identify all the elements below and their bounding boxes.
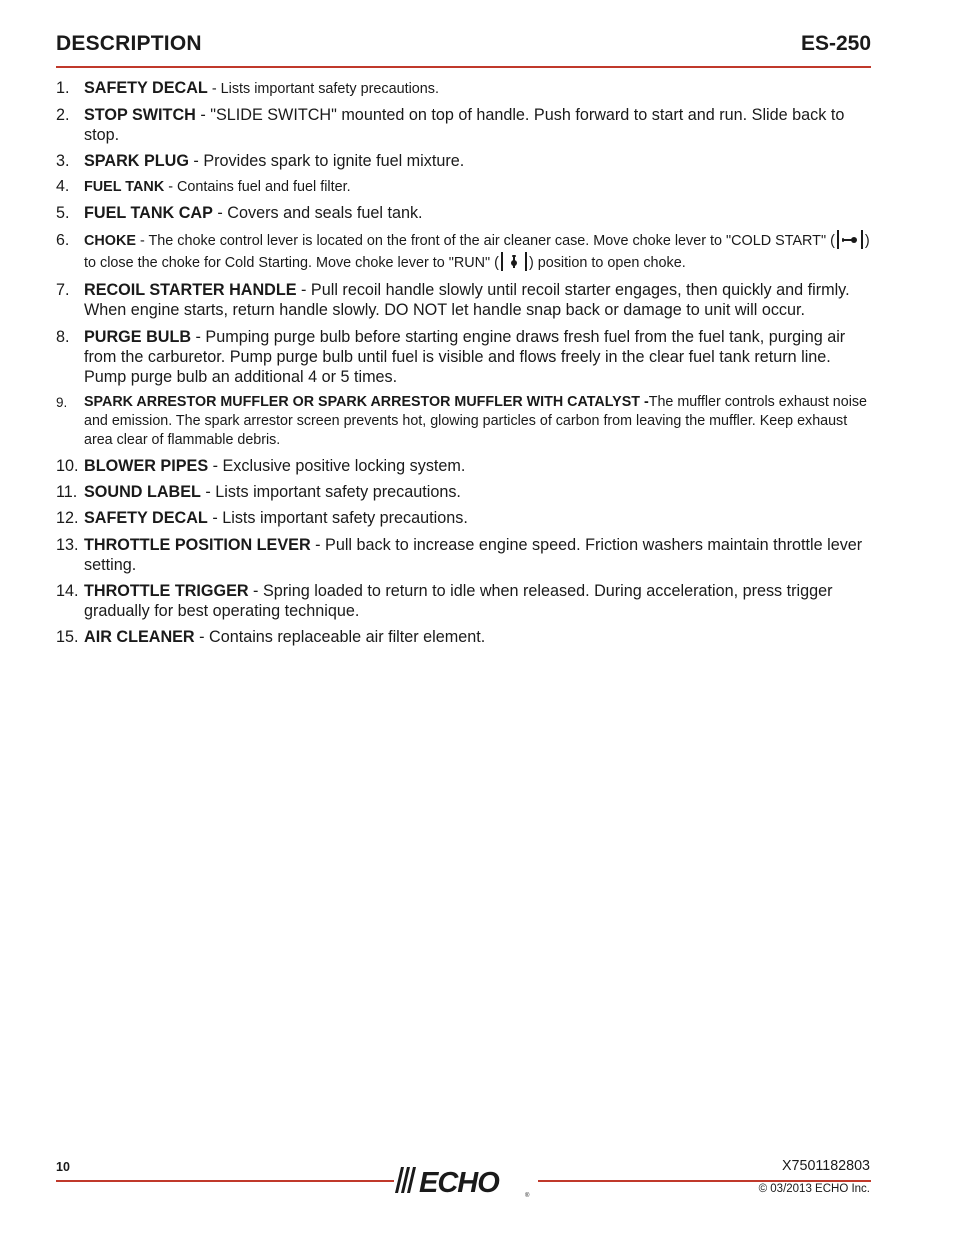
item-number: 1. [56,79,70,97]
footer-rule-left [56,1180,394,1182]
item-description: - Provides spark to ignite fuel mixture. [188,152,465,170]
item-description: ) position to open choke. [528,255,686,271]
item-description: - "SLIDE SWITCH" mounted on top of handle. Push forward to start and run. Slide back to stop. [84,106,845,144]
document-number: X7501182803 [782,1158,870,1174]
item-term: PURGE BULB [84,328,192,346]
list-item [56,482,871,502]
item-description: The muffler controls exhaust noise and emission. The spark arrestor screen prevents hot, glowing particles of carbon from leaving the muffler. Keep exhaust area clear of flammable debris. [84,394,867,448]
item-description: - Lists important safety precautions. [200,483,461,501]
logo-wordmark: ECHO [419,1167,499,1199]
item-number: 13. [56,536,79,554]
item-term: CHOKE [84,233,136,249]
item-term: SOUND LABEL [84,483,201,501]
item-term: SAFETY DECAL [84,509,208,527]
list-item [56,203,871,223]
item-number: 6. [56,232,70,249]
list-item [56,78,871,99]
item-description: - Contains fuel and fuel filter. [164,179,351,195]
list-item [56,327,871,387]
svg-text:®: ® [525,1193,530,1199]
list-item [56,508,871,528]
item-term: SPARK ARRESTOR MUFFLER OR SPARK ARRESTOR MUFFLER WITH CATALYST - [84,394,649,410]
item-number: 4. [56,178,70,195]
item-number: 14. [56,582,79,600]
item-term: SAFETY DECAL [84,79,208,97]
list-item [56,177,871,197]
list-item [56,456,871,476]
item-term: THROTTLE TRIGGER [84,582,249,600]
item-number: 5. [56,204,70,222]
item-description: - Pumping purge bulb before starting engine draws fresh fuel from the fuel tank, purging air from the carburetor. Pump purge bulb until fuel is visible and flows freely in the clear fuel tank return line. Pump purge bulb an additional 4 or 5 times. [84,328,846,386]
item-number: 7. [56,281,70,299]
item-description: - Lists important safety precautions. [207,81,439,97]
item-description: - Spring loaded to return to idle when released. During acceleration, press trigger gradually for best operating technique. [84,582,833,620]
item-description: - Pull recoil handle slowly until recoil starter engages, then quickly and firmly. When engine starts, return handle slowly. DO NOT let handle snap back or damage to unit will occur. [84,281,850,319]
item-number: 3. [56,152,70,170]
item-term: STOP SWITCH [84,106,196,124]
model-number: ES-250 [800,32,871,55]
section-title: DESCRIPTION [56,32,202,55]
item-number: 12. [56,509,79,527]
item-number: 8. [56,328,70,346]
item-description: ) to close the choke for Cold Starting. Move choke lever to "RUN" ( [84,233,870,271]
item-term: FUEL TANK CAP [84,204,213,222]
item-description: - The choke control lever is located on the front of the air cleaner case. Move choke lever to "COLD START" ( [135,233,835,249]
item-number: 9. [56,395,68,410]
item-number: 10. [56,457,79,475]
list-item [56,151,871,171]
list-item [56,393,871,450]
list-item [56,280,871,320]
item-term: AIR CLEANER [84,628,195,646]
item-description: - Exclusive positive locking system. [208,457,466,475]
item-term: SPARK PLUG [84,152,189,170]
copyright-notice: © 03/2013 ECHO Inc. [758,1183,870,1195]
list-item [56,535,871,575]
page-number: 10 [56,1160,70,1174]
page-header [56,32,871,68]
list-item [56,627,871,647]
item-description: - Pull back to increase engine speed. Friction washers maintain throttle lever setting. [84,536,863,574]
item-term: RECOIL STARTER HANDLE [84,281,297,299]
item-term: BLOWER PIPES [84,457,209,475]
item-number: 2. [56,106,70,124]
item-description: - Covers and seals fuel tank. [212,204,423,222]
list-item [56,105,871,145]
item-number: 11. [56,483,78,501]
choke-open-icon [501,252,527,271]
list-item [56,581,871,621]
description-list [56,78,871,653]
item-number: 15. [56,628,79,646]
item-description: - Lists important safety precautions. [207,509,468,527]
item-description: - Contains replaceable air filter element. [194,628,486,646]
echo-logo [393,1163,535,1199]
footer-rule-right [538,1180,871,1182]
item-term: THROTTLE POSITION LEVER [84,536,311,554]
item-term: FUEL TANK [84,179,165,195]
list-item [56,230,871,274]
choke-closed-icon [837,230,863,249]
